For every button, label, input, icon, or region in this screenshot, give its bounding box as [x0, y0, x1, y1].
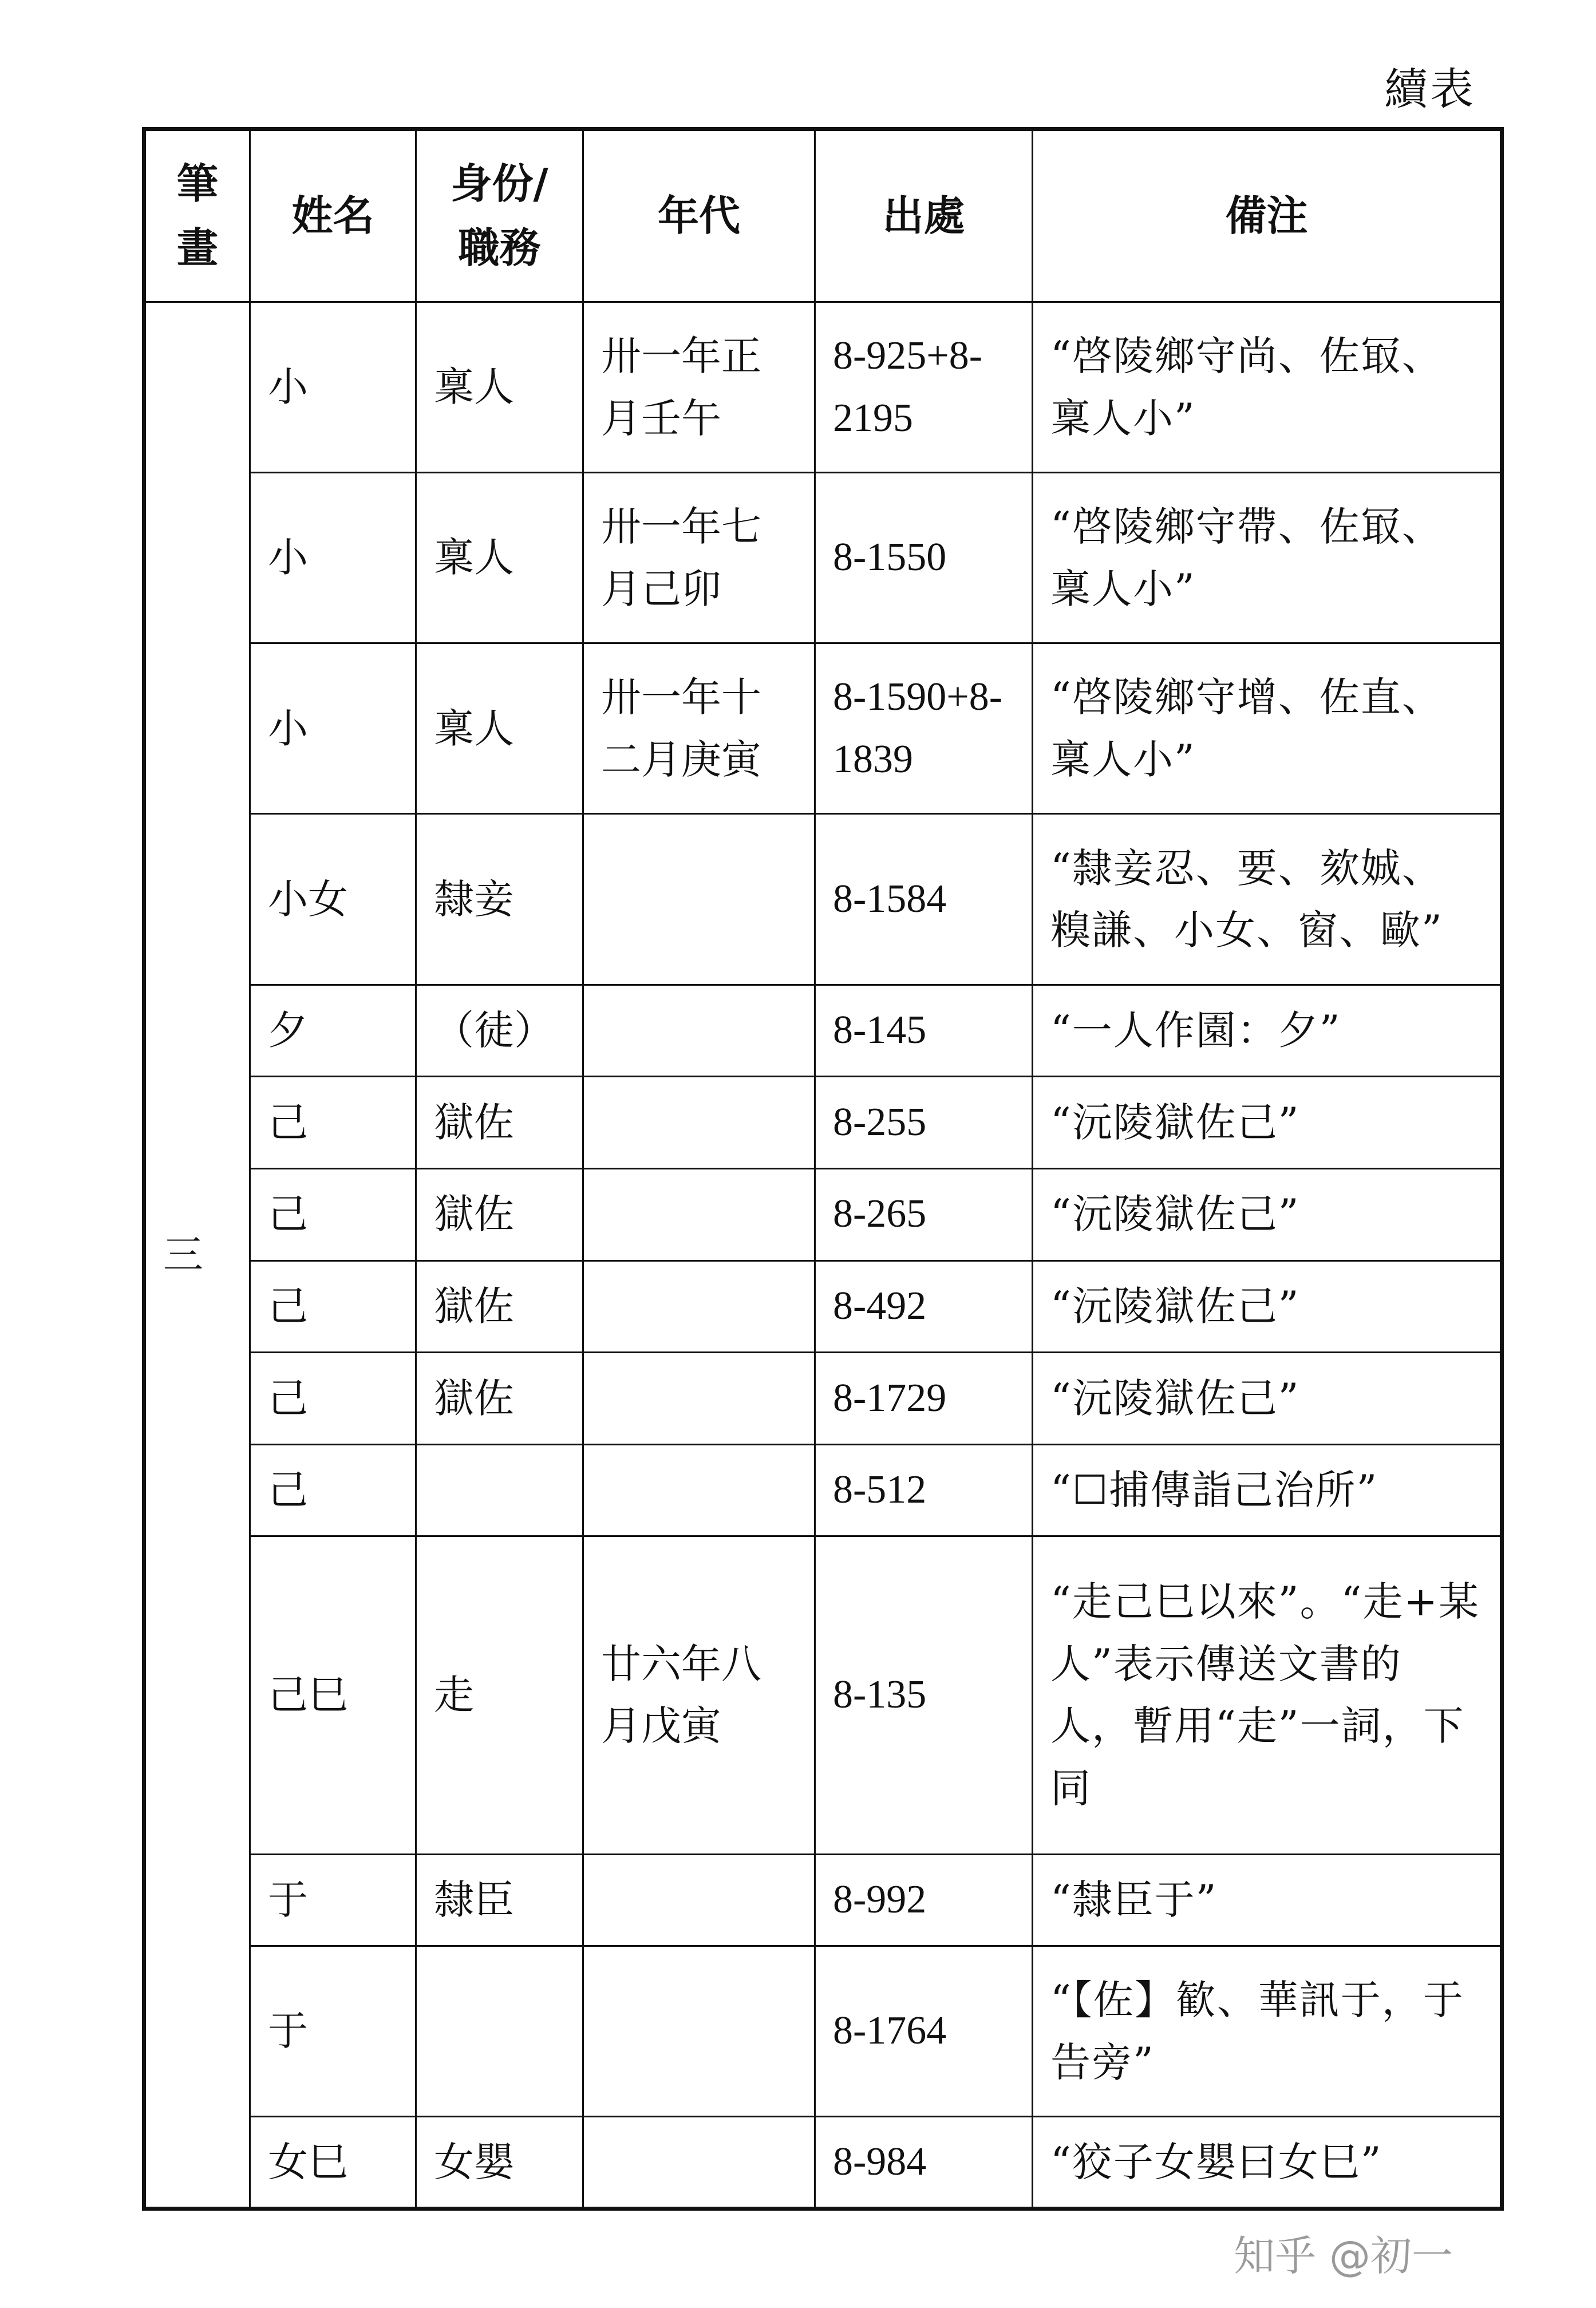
identity-cell: 走 [416, 1536, 583, 1854]
name-cell: 己 [250, 1077, 416, 1169]
header-identity: 身份/職務 [416, 129, 583, 302]
identity-cell [416, 1444, 583, 1536]
remarks-cell: “【佐】歓、華訊于，于告旁” [1033, 1946, 1502, 2117]
date-cell: 卅一年正月壬午 [583, 302, 815, 473]
remarks-cell: “啓陵鄉守尚、佐冣、稟人小” [1033, 302, 1502, 473]
table-row [144, 302, 1502, 473]
source-cell: 8-1590+8-1839 [815, 643, 1033, 814]
name-cell: 己 [250, 1444, 416, 1536]
identity-cell: 隸臣 [416, 1854, 583, 1946]
source-cell: 8-1584 [815, 814, 1033, 985]
remarks-cell: “☐捕傳詣己治所” [1033, 1444, 1502, 1536]
stroke-count-cell: 三 [144, 302, 250, 2209]
identity-cell: 女嬰 [416, 2117, 583, 2209]
source-cell: 8-135 [815, 1536, 1033, 1854]
source-cell: 8-1729 [815, 1353, 1033, 1445]
source-cell: 8-992 [815, 1854, 1033, 1946]
source-cell: 8-255 [815, 1077, 1033, 1169]
table-row [144, 1260, 1502, 1353]
remarks-cell: “一人作園：夕” [1033, 985, 1502, 1077]
header-source: 出處 [815, 129, 1033, 302]
date-cell [583, 2117, 815, 2209]
source-cell: 8-984 [815, 2117, 1033, 2209]
remarks-cell: “沅陵獄佐己” [1033, 1260, 1502, 1353]
source-cell: 8-925+8-2195 [815, 302, 1033, 473]
identity-cell: 獄佐 [416, 1168, 583, 1260]
name-cell: 于 [250, 1946, 416, 2117]
identity-cell: 隸妾 [416, 814, 583, 985]
name-cell: 小 [250, 473, 416, 643]
table-row [144, 1077, 1502, 1169]
date-cell [583, 1444, 815, 1536]
table-row [144, 1854, 1502, 1946]
date-cell: 廿六年八月戊寅 [583, 1536, 815, 1854]
date-cell [583, 1854, 815, 1946]
table-body [144, 302, 1502, 2209]
name-cell: 小女 [250, 814, 416, 985]
source-cell: 8-1764 [815, 1946, 1033, 2117]
header-remarks: 備注 [1033, 129, 1502, 302]
date-cell [583, 985, 815, 1077]
table-row [144, 1353, 1502, 1445]
table-row [144, 1946, 1502, 2117]
header-name: 姓名 [250, 129, 416, 302]
name-cell: 小 [250, 643, 416, 814]
source-cell: 8-512 [815, 1444, 1033, 1536]
date-cell [583, 1168, 815, 1260]
date-cell [583, 814, 815, 985]
source-cell: 8-265 [815, 1168, 1033, 1260]
continued-table-label: 續表 [1384, 64, 1476, 114]
remarks-cell: “走己巳以來”。“走+某人”表示傳送文書的人，暫用“走”一詞，下同 [1033, 1536, 1502, 1854]
table-row [144, 814, 1502, 985]
date-cell [583, 1260, 815, 1353]
identity-cell: 獄佐 [416, 1353, 583, 1445]
remarks-cell: “隸臣于” [1033, 1854, 1502, 1946]
name-cell: 小 [250, 302, 416, 473]
remarks-cell: “沅陵獄佐己” [1033, 1353, 1502, 1445]
date-cell [583, 1353, 815, 1445]
name-cell: 于 [250, 1854, 416, 1946]
source-cell: 8-492 [815, 1260, 1033, 1353]
identity-cell: 獄佐 [416, 1260, 583, 1353]
name-cell: 女巳 [250, 2117, 416, 2209]
date-cell: 卅一年十二月庚寅 [583, 643, 815, 814]
table-row [144, 1444, 1502, 1536]
identity-cell: 稟人 [416, 302, 583, 473]
identity-cell: 稟人 [416, 473, 583, 643]
identity-cell: 獄佐 [416, 1077, 583, 1169]
remarks-cell: “狡子女嬰曰女巳” [1033, 2117, 1502, 2209]
table-row [144, 1536, 1502, 1854]
date-cell [583, 1946, 815, 2117]
name-cell: 己 [250, 1260, 416, 1353]
table-row [144, 643, 1502, 814]
remarks-cell: “隸妾忍、要、欬娍、糗謙、小女、窗、歐” [1033, 814, 1502, 985]
remarks-cell: “啓陵鄉守帶、佐冣、稟人小” [1033, 473, 1502, 643]
identity-cell [416, 1946, 583, 2117]
table-row [144, 473, 1502, 643]
name-cell: 己 [250, 1353, 416, 1445]
identity-cell: （徒） [416, 985, 583, 1077]
remarks-cell: “沅陵獄佐己” [1033, 1077, 1502, 1169]
name-cell: 夕 [250, 985, 416, 1077]
source-cell: 8-145 [815, 985, 1033, 1077]
header-date: 年代 [583, 129, 815, 302]
watermark: 知乎 @初一 [1234, 2232, 1453, 2280]
header-stroke: 筆畫 [144, 129, 250, 302]
table-row [144, 985, 1502, 1077]
remarks-cell: “沅陵獄佐己” [1033, 1168, 1502, 1260]
table-header-row [144, 129, 1502, 302]
name-records-table [142, 127, 1504, 2211]
table-row [144, 2117, 1502, 2209]
identity-cell: 稟人 [416, 643, 583, 814]
source-cell: 8-1550 [815, 473, 1033, 643]
date-cell [583, 1077, 815, 1169]
name-cell: 己巳 [250, 1536, 416, 1854]
date-cell: 卅一年七月己卯 [583, 473, 815, 643]
table-row [144, 1168, 1502, 1260]
remarks-cell: “啓陵鄉守增、佐直、稟人小” [1033, 643, 1502, 814]
name-cell: 己 [250, 1168, 416, 1260]
